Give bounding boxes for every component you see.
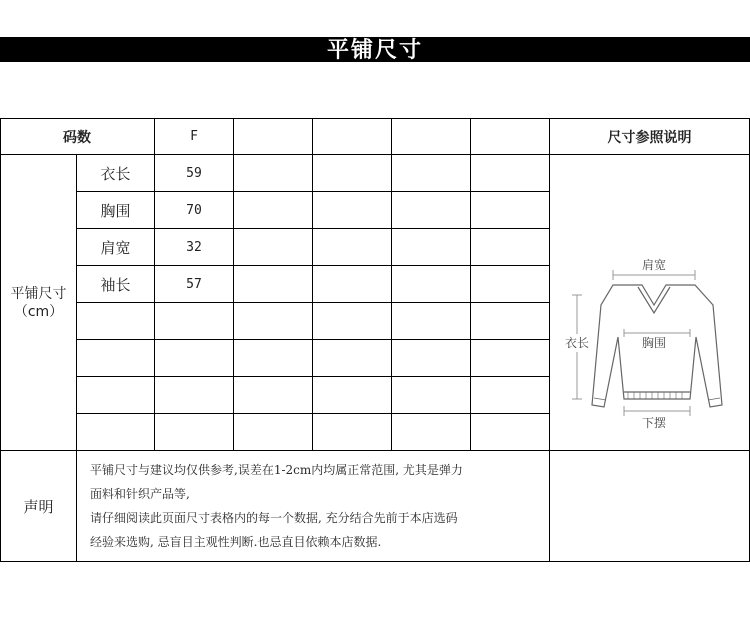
row-label-chest: 胸围 [100,201,131,220]
section-divider [0,450,750,451]
row-divider [76,413,550,414]
notice-line: 面料和针织产品等, [90,487,190,501]
row-divider [76,376,550,377]
col-divider [470,118,471,451]
row-divider [76,339,550,340]
reference-header: 尺寸参照说明 [607,129,692,146]
unit-label: （cm） [13,303,64,320]
row-value-sleeve: 57 [186,276,202,292]
row-value-shoulder: 32 [186,239,202,255]
col-divider [233,118,234,451]
row-value-length: 59 [186,165,202,181]
row-label-sleeve: 袖长 [100,275,131,294]
notice-label: 声明 [23,497,54,516]
hem-measure [624,406,690,416]
table-border-bottom [0,561,750,562]
sweater-diagram [550,155,749,450]
page-title: 平铺尺寸 [326,37,423,63]
shoulder-label: 肩宽 [641,258,667,272]
col-divider [312,118,313,451]
row-label-length: 衣长 [100,164,131,183]
col-divider [391,118,392,451]
notice-line: 经验来选购, 忌盲目主观性判断.也忌直目依赖本店数据. [90,535,382,549]
notice-text [90,458,540,554]
notice-line: 平铺尺寸与建议均仅供参考,误差在1-2cm内均属正常范围, 尤其是弹力 [90,463,463,477]
notice-line: 请仔细阅读此页面尺寸表格内的每一个数据, 充分结合先前于本店选码 [90,511,458,525]
size-code-header: 码数 [63,129,91,146]
flat-size-label [1,155,76,450]
row-value-chest: 70 [186,202,202,218]
size-value-header: F [190,129,198,144]
hem-label: 下摆 [641,416,667,430]
row-label-shoulder: 肩宽 [100,238,131,257]
flat-size-label-text: 平铺尺寸 [10,285,67,302]
row-divider [76,302,550,303]
chest-label: 胸围 [641,336,667,350]
length-label: 衣长 [564,336,590,350]
